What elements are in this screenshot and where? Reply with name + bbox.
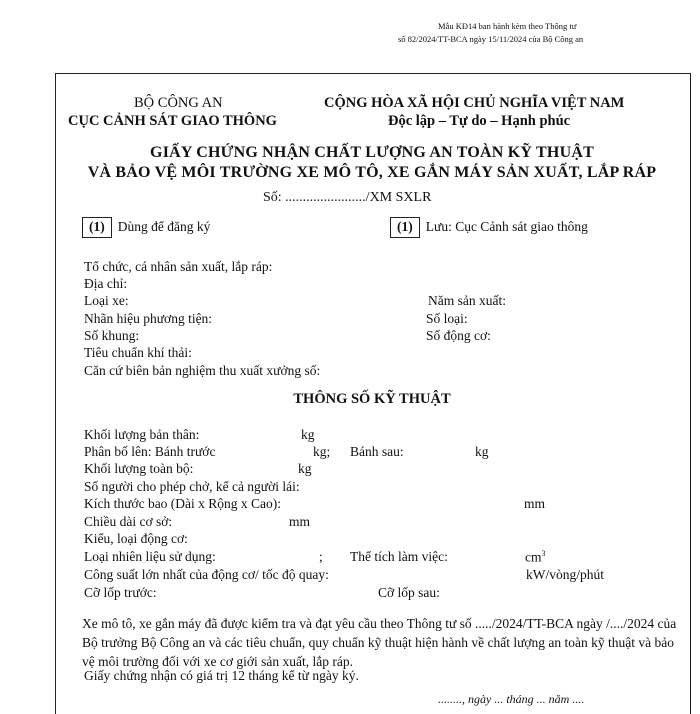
spec-wheelbase: Chiều dài cơ sở:: [84, 514, 173, 529]
spec-engine-type: Kiểu, loại động cơ:: [84, 531, 188, 546]
certificate-title-line1: GIẤY CHỨNG NHẬN CHẤT LƯỢNG AN TOÀN KỸ THUẬT: [150, 144, 594, 161]
copy-label: Dùng để đăng ký: [117, 219, 211, 234]
unit-cm-superscript: 3: [541, 549, 546, 558]
unit-kg: kg: [298, 461, 312, 476]
spec-total-weight: Khối lượng toàn bộ:: [84, 461, 194, 476]
department-name: CỤC CẢNH SÁT GIAO THÔNG: [68, 113, 277, 129]
unit-cm: cm: [525, 549, 542, 565]
field-inspection-basis: Căn cứ biên bản nghiệm thu xuất xưởng số:: [84, 363, 321, 378]
field-manufacture-year: Năm sản xuất:: [428, 293, 506, 308]
spec-dimensions: Kích thước bao (Dài x Rộng x Cao):: [84, 496, 282, 511]
field-brand: Nhãn hiệu phương tiện:: [84, 311, 213, 326]
spec-axle-load-rear: Bánh sau:: [350, 444, 404, 459]
national-motto: Độc lập – Tự do – Hạnh phúc: [388, 113, 571, 129]
spec-fuel-type: Loại nhiên liệu sử dụng:: [84, 549, 216, 564]
field-organization: Tổ chức, cá nhân sản xuất, lắp ráp:: [84, 259, 273, 274]
spec-axle-load-front: Phân bố lên: Bánh trước: [84, 444, 216, 459]
unit-mm: mm: [524, 496, 546, 511]
template-note-line2: số 82/2024/TT-BCA ngày 15/11/2024 của Bộ Công an: [398, 34, 584, 44]
unit-mm: mm: [289, 514, 311, 529]
signature-date-line: ........, ngày ... tháng ... năm ....: [438, 692, 585, 706]
unit-kw-rpm: kW/vòng/phút: [526, 567, 604, 582]
field-engine-number: Số động cơ:: [426, 328, 491, 343]
template-note-line1: Mẫu KĐ14 ban hành kèm theo Thông tư: [438, 21, 577, 31]
spec-seating-capacity: Số người cho phép chở, kể cả người lái:: [84, 479, 300, 494]
certificate-number: Số: ......................./XM SXLR: [263, 190, 432, 205]
specs-section-title: THÔNG SỐ KỸ THUẬT: [293, 391, 451, 407]
copy-label: Lưu: Cục Cảnh sát giao thông: [425, 219, 588, 234]
field-address: Địa chỉ:: [84, 276, 128, 291]
unit-kg: kg: [475, 444, 489, 459]
field-model-code: Số loại:: [426, 311, 468, 326]
statement-paragraph: Xe mô tô, xe gắn máy đã được kiểm tra và đạt yêu cầu theo Thông tư số ...../2024/TT-BCA ngày /..../2024 của Bộ trưởng Bộ Công an và các tiêu chuẩn, quy chuẩn kỹ thuật hiện hành về chất lượng an toàn kỹ thuật và bảo vệ môi trường đối với xe cơ giới sản xuất, lắp ráp.: [82, 616, 677, 669]
copy-registration: [82, 217, 210, 238]
spec-displacement: Thể tích làm việc:: [350, 549, 448, 564]
copy-archive: [390, 217, 588, 238]
agency-name: BỘ CÔNG AN: [134, 95, 223, 111]
spec-curb-weight: Khối lượng bản thân:: [84, 427, 200, 442]
copy-number-box: (1): [82, 217, 112, 238]
spec-front-tire: Cỡ lốp trước:: [84, 585, 157, 600]
unit-cm3: [525, 549, 546, 566]
separator-semicolon: ;: [319, 549, 323, 564]
national-title: CỘNG HÒA XÃ HỘI CHỦ NGHĨA VIỆT NAM: [324, 95, 625, 111]
certificate-title-line2: VÀ BẢO VỆ MÔI TRƯỜNG XE MÔ TÔ, XE GẮN MÁY SẢN XUẤT, LẮP RÁP: [87, 164, 657, 181]
field-emission-standard: Tiêu chuẩn khí thải:: [84, 345, 192, 360]
spec-rear-tire: Cỡ lốp sau:: [378, 585, 440, 600]
validity-statement: Giấy chứng nhận có giá trị 12 tháng kể từ ngày ký.: [84, 668, 359, 683]
unit-kg: kg: [301, 427, 315, 442]
unit-kg: kg;: [313, 444, 331, 459]
field-vehicle-type: Loại xe:: [84, 293, 129, 308]
spec-max-power: Công suất lớn nhất của động cơ/ tốc độ quay:: [84, 567, 329, 582]
copy-number-box: (1): [390, 217, 420, 238]
field-frame-number: Số khung:: [84, 328, 140, 343]
